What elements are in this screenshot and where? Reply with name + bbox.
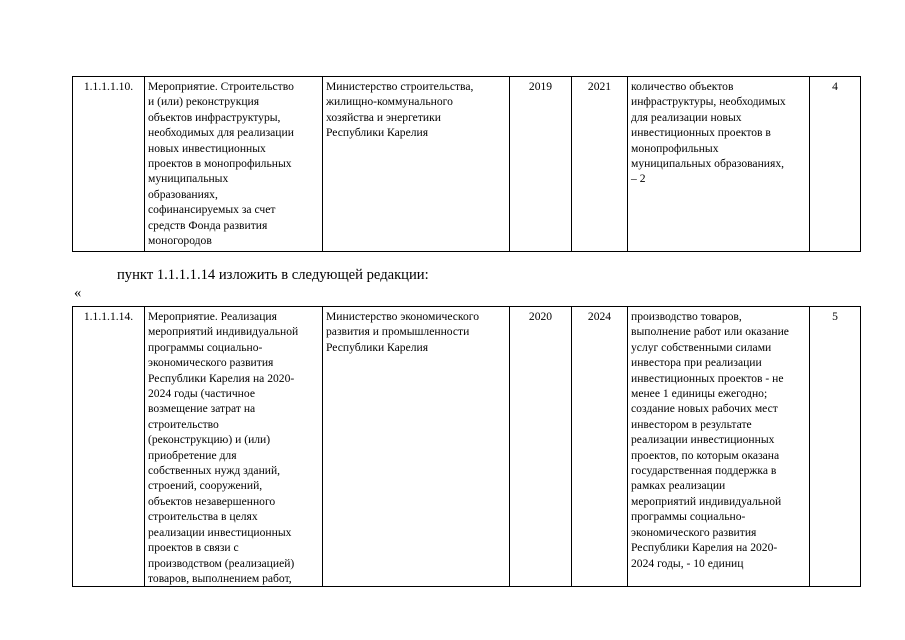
end-year: 2021: [587, 80, 612, 93]
item-number: 1.1.1.1.14.: [83, 310, 134, 323]
start-year-cell: [510, 77, 572, 252]
end-year-cell: [572, 77, 628, 252]
indicator-cell: [628, 307, 810, 587]
link-cell: [810, 77, 861, 252]
table-row: [73, 77, 861, 252]
activity-text: Мероприятие. Строительство и (или) реконструкция объектов инфраструктуры, необходимых для реализации новых инвестиционных проектов в монопрофильных муниципальных образованиях, софинансируемых за счет средств Фонда развития моногородов: [148, 80, 294, 248]
indicator-cell: [628, 77, 810, 252]
executor-cell: [323, 77, 510, 252]
link-value: 5: [832, 310, 838, 323]
activity-cell: [145, 307, 323, 587]
amendment-instruction: пункт 1.1.1.1.14 изложить в следующей редакции:: [117, 267, 429, 283]
table-row-1.1.1.1.14: [72, 306, 861, 587]
indicator-text: количество объектов инфраструктуры, необходимых для реализации новых инвестиционных проектов в монопрофильных муниципальных образованиях, – 2: [631, 80, 786, 186]
end-year-cell: [572, 307, 628, 587]
table-row-1.1.1.1.10: [72, 76, 861, 252]
activity-text: Мероприятие. Реализация мероприятий индивидуальной программы социально- экономического развития Республики Карелия на 2020- 2024 годы (частичное возмещение затрат на строительство (реконструкцию) и (или) приобретение для собственных нужд зданий, строений, сооружений, объектов незавершенного строительства в целях реализации инвестиционных проектов в связи с производством (реализацией) товаров, выполнением работ,: [148, 310, 299, 585]
start-year-cell: [510, 307, 572, 587]
opening-quote-mark: «: [74, 285, 82, 301]
executor-text: Министерство строительства, жилищно-коммунального хозяйства и энергетики Республики Карелия: [326, 80, 474, 140]
activity-cell: [145, 77, 323, 252]
start-year: 2020: [528, 310, 553, 323]
link-cell: [810, 307, 861, 587]
item-number-cell: [73, 77, 145, 252]
executor-cell: [323, 307, 510, 587]
indicator-text: производство товаров, выполнение работ или оказание услуг собственными силами инвестора при реализации инвестиционных проектов - не менее 1 единицы ежегодно; создание новых рабочих мест инвестором в результате реализации инвестиционных проектов, по которым оказана государственная поддержка в рамках реализации мероприятий индивидуальной программы социально- экономического развития Республики Карелия на 2020- 2024 годы, - 10 единиц: [631, 310, 789, 570]
table-row: [73, 307, 861, 587]
executor-text: Министерство экономического развития и промышленности Республики Карелия: [326, 310, 480, 354]
link-value: 4: [832, 80, 838, 93]
start-year: 2019: [528, 80, 553, 93]
item-number-cell: [73, 307, 145, 587]
item-number: 1.1.1.1.10.: [83, 80, 134, 93]
end-year: 2024: [587, 310, 612, 323]
